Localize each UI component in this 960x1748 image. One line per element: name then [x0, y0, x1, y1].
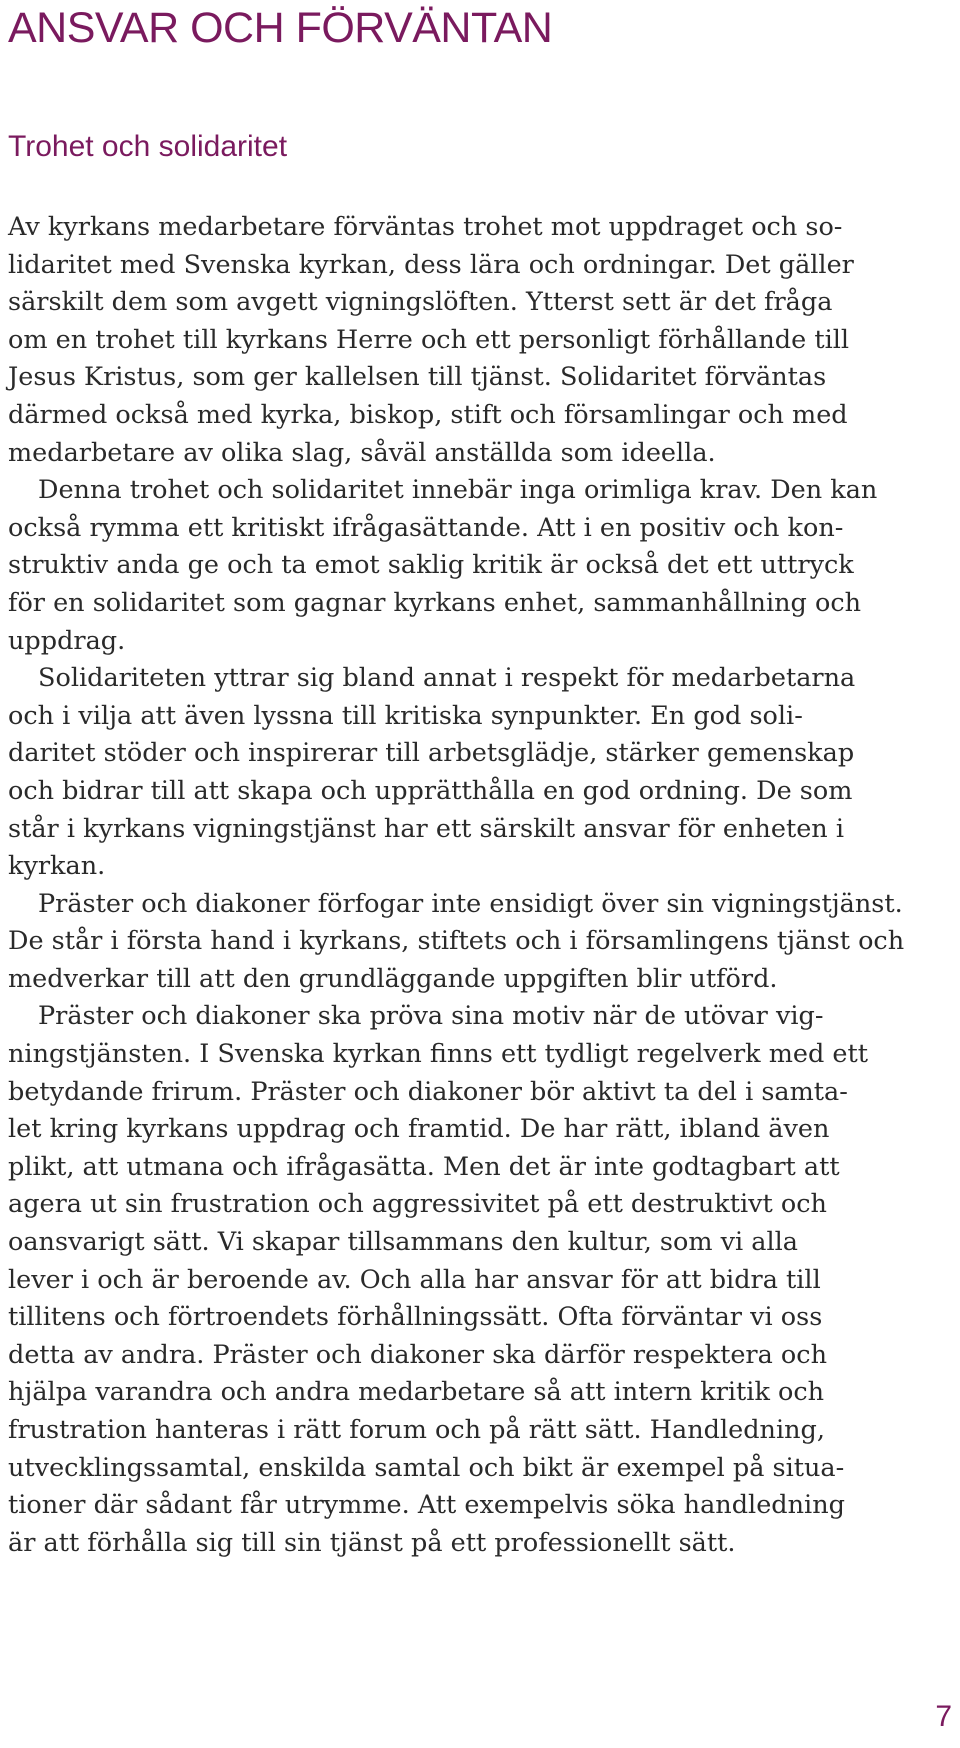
text-line: därmed också med kyrka, biskop, stift och församlingar och med	[8, 399, 848, 430]
text-line: kyrkan.	[8, 851, 106, 882]
text-line: utvecklingssamtal, enskilda samtal och bikt är exempel på situa-	[8, 1452, 845, 1483]
page-number: 7	[935, 1700, 952, 1733]
text-line: och i vilja att även lyssna till kritiska synpunkter. En god soli-	[8, 700, 803, 731]
text-line: let kring kyrkans uppdrag och framtid. De har rätt, ibland även	[8, 1114, 830, 1145]
text-line: tioner där sådant får utrymme. Att exempelvis söka handledning	[8, 1490, 845, 1521]
text-line: detta av andra. Präster och diakoner ska därför respektera och	[8, 1339, 827, 1370]
text-line: medarbetare av olika slag, såväl anställda som ideella.	[8, 437, 716, 468]
text-line: betydande frirum. Präster och diakoner bör aktivt ta del i samta-	[8, 1076, 848, 1107]
text-line: ningstjänsten. I Svenska kyrkan finns ett tydligt regelverk med ett	[8, 1039, 868, 1070]
text-line: särskilt dem som avgett vigningslöften. Ytterst sett är det fråga	[8, 287, 833, 318]
text-line: De står i första hand i kyrkans, stiftets och i församlingens tjänst och	[8, 926, 905, 957]
body-text	[8, 209, 948, 1562]
text-line: hjälpa varandra och andra medarbetare så att intern kritik och	[8, 1377, 825, 1408]
text-line: plikt, att utmana och ifrågasätta. Men det är inte godtagbart att	[8, 1151, 840, 1182]
paragraph-first-line: Präster och diakoner ska pröva sina motiv när de utövar vig-	[38, 1001, 824, 1032]
paragraph-first-line: Solidariteten yttrar sig bland annat i respekt för medarbetarna	[38, 663, 856, 694]
text-line: frustration hanteras i rätt forum och på rätt sätt. Handledning,	[8, 1415, 825, 1445]
paragraph-first-line: Denna trohet och solidaritet innebär inga orimliga krav. Den kan	[38, 475, 878, 506]
text-line: uppdrag.	[8, 625, 126, 656]
text-line: om en trohet till kyrkans Herre och ett personligt förhållande till	[8, 324, 850, 355]
paragraph-first-line: Präster och diakoner förfogar inte ensidigt över sin vigningstjänst.	[38, 888, 903, 919]
text-line: för en solidaritet som gagnar kyrkans enhet, sammanhållning och	[8, 587, 862, 618]
subsection-title: Trohet och solidaritet	[8, 130, 288, 163]
text-line: Jesus Kristus, som ger kallelsen till tjänst. Solidaritet förväntas	[8, 362, 827, 393]
text-line: lever i och är beroende av. Och alla har ansvar för att bidra till	[8, 1264, 821, 1295]
text-line: och bidrar till att skapa och upprätthålla en god ordning. De som	[8, 775, 853, 806]
text-line: tillitens och förtroendets förhållningssätt. Ofta förväntar vi oss	[8, 1302, 823, 1333]
text-line: daritet stöder och inspirerar till arbetsglädje, stärker gemenskap	[8, 738, 855, 769]
text-line: står i kyrkans vigningstjänst har ett särskilt ansvar för enheten i	[8, 813, 844, 844]
text-line: lidaritet med Svenska kyrkan, dess lära och ordningar. Det gäller	[8, 249, 854, 280]
text-line: agera ut sin frustration och aggressivitet på ett destruktivt och	[8, 1189, 827, 1220]
text-line: är att förhålla sig till sin tjänst på ett professionellt sätt.	[8, 1527, 736, 1558]
text-line: också rymma ett kritiskt ifrågasättande. Att i en positiv och kon-	[8, 512, 844, 543]
text-line: medverkar till att den grundläggande uppgiften blir utförd.	[8, 963, 778, 994]
section-title: ANSVAR OCH FÖRVÄNTAN	[8, 4, 553, 52]
text-line: struktiv anda ge och ta emot saklig kritik är också det ett uttryck	[8, 550, 854, 581]
text-line: Av kyrkans medarbetare förväntas trohet mot uppdraget och so-	[8, 212, 843, 242]
text-line: oansvarigt sätt. Vi skapar tillsammans den kultur, som vi alla	[8, 1227, 799, 1258]
